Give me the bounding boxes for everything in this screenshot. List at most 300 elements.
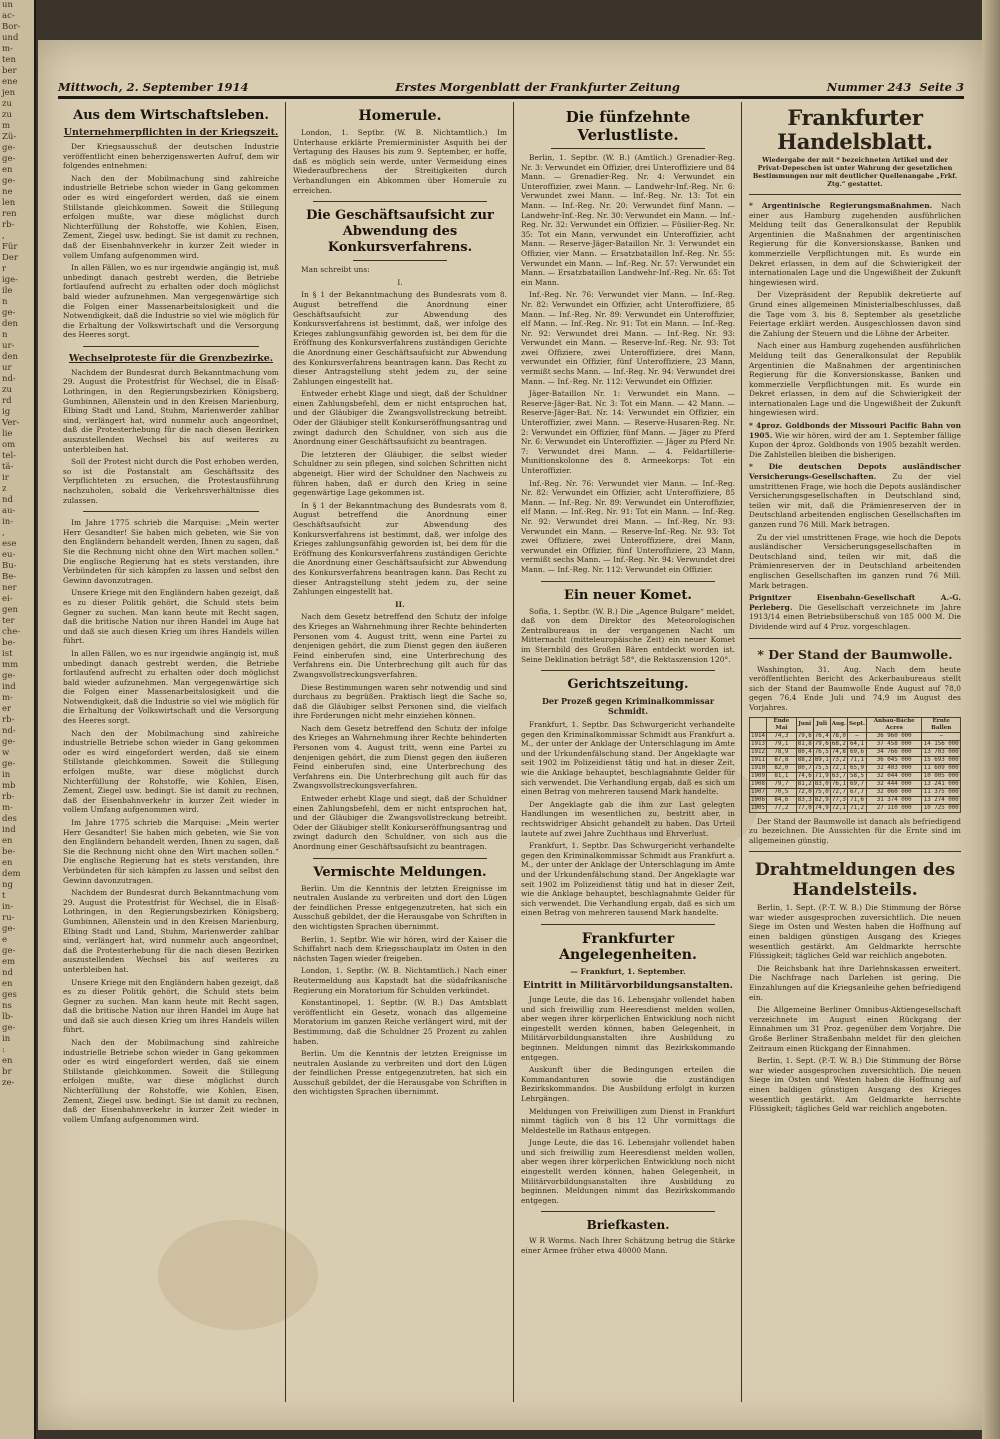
paragraph: W R Worms. Nach Ihrer Schätzung betrug die Stärke einer Armee früher etwa 40000 Mann.	[521, 1236, 735, 1256]
sliver-fragment: ge-	[2, 154, 16, 164]
table-header-cell: Sept.	[847, 717, 866, 732]
table-cell: 13 241 000	[923, 780, 959, 787]
paragraph: Die Reichsbank hat ihre Darlehnskassen erweitert. Die Nachfrage nach Darlehen ist gering. Die Einzahlungen auf die Kriegsanleihe gehen befriedigend ein.	[749, 963, 961, 1002]
table-row	[750, 764, 961, 772]
table-cell: 32 044 000	[867, 772, 922, 780]
sliver-fragment: m-	[2, 44, 13, 54]
paragraph: Inf.-Reg. Nr. 76: Verwundet vier Mann. — Inf.-Reg. Nr. 82: Verwundet ein Offizier, acht Unteroffiziere, 85 Mann. — Inf.-Reg. Nr. 89: Verwundet ein Unteroffizier, elf Mann. — Inf.-Reg. Nr. 91: Tot ein Mann. — Inf.-Reg. Nr. 92: Verwundet drei Mann. — Inf.-Reg. Nr. 93: Verwundet ein Mann. — Reserve-Inf.-Reg. Nr. 93: Tot zwei Offiziere, zwei Unteroffiziere, drei Mann, verwundet ein Offizier, fünf Unteroffiziere, 23 Mann, vermißt sechs Mann. — Inf.-Reg. Nr. 94: Verwundet drei Mann. — Inf.-Reg. Nr. 112: Verwundet ein Offizier.	[521, 478, 735, 574]
table-cell: 10 725 000	[923, 804, 959, 811]
table-cell: 79,6	[797, 732, 812, 739]
paragraph: Nachdem der Bundesrat durch Bekanntmachung vom 29. August die Protestfrist für Wechsel, die in Elsaß-Lothringen, in den Regierungsbezirken Königsberg, Gumbinnen, Allenstein und in den Kreisen Marienburg, Elbing Stadt und Land, Stuhm, Marienwerder zahlbar sind, verlängert hat, wird nunmehr auch angeordnet, daß die Protesterhebung für die nach diesen Bezirken auszustellenden Wechsel bis auf weiteres zu unterbleiben hat.	[63, 888, 279, 974]
paragraph: Washington, 31. Aug. Nach dem heute veröffentlichten Bericht des Ackerbaubureaus stellt sich der Stand der Baumwolle Ende August auf 78,0 gegen 76,4 Ende Juli und 74,9 im August des Vorjahres.	[749, 664, 961, 712]
table-cell: 69,7	[847, 780, 866, 788]
paragraph: Frankfurt, 1. Septbr. Das Schwurgericht verhandelte gegen den Kriminalkommissar Schmidt aus Frankfurt a. M., der unter der Anklage der Unterschlagung im Amte und der Urkundenfälschung stand. Der Angeklagte war seit 1902 im Polizeidienst tätig und hat in dieser Zeit, wie die Anklage behauptet, beschlagnahmte Gelder für sich verwendet. Die Verhandlung ergab, daß es sich um einen Betrag von mehreren tausend Mark handelte.	[521, 841, 735, 918]
table-cell: 82,0	[766, 764, 796, 772]
sliver-fragment: m-	[2, 803, 13, 813]
table-cell: 71,1	[847, 756, 866, 764]
table-cell: 58,5	[847, 772, 866, 780]
article-subtitle: Unternehmerpflichten in der Kriegszeit.	[63, 127, 279, 138]
table-cell: 11 609 000	[923, 764, 959, 771]
sliver-fragment: e	[2, 935, 8, 945]
sliver-fragment: ur	[2, 363, 12, 373]
table-cell: 77,3	[831, 796, 846, 803]
sliver-fragment: ge-	[2, 946, 16, 956]
sliver-fragment: mm	[2, 660, 19, 670]
sliver-fragment: au-	[2, 506, 16, 516]
table-cell: 81,8	[797, 740, 812, 747]
table-row	[750, 732, 961, 740]
sliver-fragment: en	[2, 979, 13, 989]
table-cell: 15 693 000	[923, 756, 959, 763]
sliver-fragment: ge-	[2, 143, 16, 153]
divider	[541, 924, 715, 925]
table-cell: 64,1	[847, 740, 866, 748]
table-cell: 1907	[751, 788, 765, 795]
sliver-fragment: ge-	[2, 176, 16, 186]
sliver-fragment: un	[2, 0, 13, 10]
column-rule	[513, 102, 514, 1402]
sliver-fragment: ne	[2, 187, 13, 197]
paragraph: Sofia, 1. Septbr. (W. B.) Die „Agence Bulgare“ meldet, daß von dem Direktor des Meteorologischen Zentralbureaus in der vergangenen Nacht um Mitternacht (mitteleuropäische Zeit) ein neuer Komet im Sternbild des Großen Bären entdeckt worden ist. Seine Deklination beträgt 58°, die Rektaszension 120°.	[521, 606, 735, 664]
divider	[541, 670, 715, 671]
sliver-fragment: in-	[2, 902, 14, 912]
table-cell: 65,9	[847, 764, 866, 772]
column-rule	[285, 102, 286, 1402]
table-cell: 1911	[751, 756, 765, 763]
table-cell: 74,8	[831, 748, 846, 755]
sliver-fragment: :	[2, 1045, 5, 1055]
sliver-fragment: w	[2, 748, 10, 758]
column-2	[288, 102, 512, 1402]
table-cell: 76,1	[831, 780, 846, 787]
sliver-fragment: in-	[2, 517, 14, 527]
table-header-cell	[750, 717, 767, 732]
article-subtitle: Wechselproteste für die Grenzbezirke.	[68, 352, 274, 364]
table-cell: 14 156 000	[923, 740, 959, 747]
paragraph: Auskunft über die Bedingungen erteilen die Kommandanturen sowie die zuständigen Bezirkskommandos. Die Ausbildung erfolgt in kurzen Lehrgängen.	[521, 1065, 735, 1103]
table-cell: 13 703 000	[923, 748, 959, 755]
paragraph: Nach den der Mobilmachung sind zahlreiche industrielle Betriebe schon wieder in Gang gekommen oder es wird eingefordert werden, daß sie einem Stillstande gleichkommen. Soweit die Stillegung erfolgen mußte, war diese möglichst durch Nichterfüllung der Rohstoffe, wie Kohlen, Eisen, Zement, Ziegel usw. bedingt. Sie ist damit zu rechnen, daß der Eisenbahnverkehr in kurzer Zeit wieder in vollem Umfang aufgenommen wird.	[63, 1038, 279, 1124]
section-title: Drahtmeldungen des Handelsteils.	[754, 860, 956, 901]
table-header-cell: Juli	[813, 717, 830, 732]
sliver-fragment: ru-	[2, 913, 15, 923]
table-header-cell: Anbau-fläche Acres	[867, 717, 922, 732]
paragraph	[749, 593, 961, 631]
paragraph: Frankfurt, 1. Septbr. Das Schwurgericht verhandelte gegen den Kriminalkommissar Schmidt aus Frankfurt a. M., der unter der Anklage der Unterschlagung im Amte und der Urkundenfälschung stand. Der Angeklagte war seit 1902 im Polizeidienst tätig und hat in dieser Zeit, wie die Anklage behauptet, beschlagnahmte Gelder für sich verwendet. Die Verhandlung ergab, daß es sich um einen Betrag von mehreren tausend Mark handelte.	[521, 720, 735, 797]
item-heading: Prignitzer Eisenbahn-Gesellschaft A.-G. Perleberg.	[749, 593, 961, 612]
item-heading: * Argentinische Regierungsmaßnahmen.	[749, 201, 933, 210]
table-cell: 32 060 000	[867, 788, 922, 796]
paragraph: In § 1 der Bekanntmachung des Bundesrats vom 8. August betreffend die Anordnung einer Geschäftsaufsicht zur Abwendung des Konkursverfahrens ist bestimmt, daß, wer infolge des Krieges zahlungsunfähig geworden ist, bei dem für die Eröffnung des Konkursverfahrens zuständigen Gerichte die Anordnung einer Geschäftsaufsicht zur Abwendung des Konkursverfahrens beantragen kann. Das Recht zu dieser Antragstellung steht jedem zu, der seine Zahlungen eingestellt hat.	[293, 500, 507, 597]
paragraph: Entweder erhebt Klage und siegt, daß der Schuldner einen Zahlungsbefehl, dem er nicht entsprochen hat, und der Gläubiger die Zwangsvollstreckung betreibt. Oder der Gläubiger stellt Konkurseröffnungsantrag und zwingt dadurch den Schuldner, von sich aus die Anordnung einer Geschäftsaufsicht zu beantragen.	[293, 389, 507, 447]
paragraph: Meldungen von Freiwilligen zum Dienst in Frankfurt nimmt täglich von 8 bis 12 Uhr vormittags die Meldestelle im Rathaus entgegen.	[521, 1106, 735, 1135]
table-cell: 27 110 000	[867, 804, 922, 812]
previous-page-edge	[0, 0, 36, 1439]
article-title: Ein neuer Komet.	[564, 587, 692, 603]
sliver-fragment: Zü-	[2, 132, 17, 142]
binding-edge	[982, 0, 1000, 1439]
item-heading: * Der Stand der Baumwolle.	[757, 646, 953, 662]
table-cell: 32 444 000	[867, 780, 922, 788]
sliver-fragment: ile	[2, 286, 13, 296]
paragraph: In § 1 der Bekanntmachung des Bundesrats vom 8. August betreffend die Anordnung einer Geschäftsaufsicht zur Abwendung des Konkursverfahrens ist bestimmt, daß, wer infolge des Krieges zahlungsunfähig geworden ist, bei dem für die Eröffnung des Konkursverfahrens zuständigen Gerichte die Anordnung einer Geschäftsaufsicht zur Abwendung des Konkursverfahrens beantragen kann. Das Recht zu dieser Antragstellung steht jedem zu, der seine Zahlungen eingestellt hat.	[293, 290, 507, 386]
article-subtitle: Eintritt in Militärvorbildungsanstalten.	[523, 979, 733, 991]
sliver-fragment: zu	[2, 110, 12, 120]
table-row	[750, 780, 961, 788]
table-header-cell: Ernte Ballen	[922, 717, 961, 732]
masthead-number-page	[827, 80, 964, 94]
paragraph: Nach dem Gesetz betreffend den Schutz der infolge des Krieges an Wahrnehmung ihrer Rechte behinderten Personen vom 4. August tritt, wenn eine Partei zu denjenigen gehört, die zum Dienst gegen den äußeren Feind einberufen sind, eine Unterbrechung des Verfahrens ein. Die Unterbrechung gilt auch für das Zwangsvollstreckungsverfahren.	[293, 612, 507, 679]
divider	[749, 638, 961, 639]
item-heading: * Die deutschen Depots ausländischer Versicherungs-Gesellschaften.	[749, 462, 961, 482]
table-cell: 77,0	[797, 804, 812, 811]
paragraph: Zu der viel umstrittenen Frage, wie hoch die Depots ausländischer Versicherungsgesellschaften in Deutschland sind, teilen wir mit, daß die Prämienreserven der in Deutschland arbeitenden englischen Gesellschaften im ganzen rund 76 Mill. Mark betragen.	[749, 532, 961, 590]
paragraph: Der Kriegsausschuß der deutschen Industrie veröffentlicht einen beherzigenswerten Aufruf, dem wir folgendes entnehmen:	[63, 142, 279, 171]
sliver-fragment: in	[2, 770, 11, 780]
table-header-cell: Juni	[796, 717, 813, 732]
divider	[541, 1211, 715, 1212]
divider	[353, 260, 447, 261]
table-cell: 77,2	[766, 804, 796, 812]
paragraph: Im Jahre 1775 schrieb die Marquise: „Mein werter Herr Gesandter! Sie haben mich gebeten, wie Sie von den Engländern behandelt werden, Ihnen zu sagen, daß Sie die Rechnung nicht ohne den Wirt machen sollen.“ Die englische Regierung hat es stets verstanden, ihre Verbündeten für sich kämpfen zu lassen und selbst den Gewinn davonzutragen.	[63, 518, 279, 585]
table-cell: 76,5	[814, 748, 829, 755]
sliver-fragment: nd	[2, 968, 13, 978]
article-title: Vermischte Meldungen.	[313, 864, 487, 880]
table-cell: 75,5	[814, 764, 829, 771]
sliver-fragment: ren	[2, 209, 17, 219]
sliver-fragment: rb-	[2, 220, 15, 230]
table-cell: 31 374 000	[867, 796, 922, 804]
table-cell: 72,1	[831, 804, 846, 811]
item-text: Nach einer aus Hamburg zugehenden ausführlichen Meldung teilt das Generalkonsulat der Republik Argentinien die Maßnahmen der argentinischen Regierung für die Konversionskasse, Banken und kommerzielle Verpflichtungen mit. Es wurde ein Dekret erlassen, in dem auf die Schwierigkeit der internationalen Lage und die Ungewißheit der Zukunft hingewiesen wird.	[749, 201, 961, 287]
sliver-fragment: mb	[2, 781, 16, 791]
sliver-fragment: en	[2, 165, 13, 175]
divider	[313, 201, 487, 202]
divider	[83, 346, 259, 347]
paragraph: Nachdem der Bundesrat durch Bekanntmachung vom 29. August die Protestfrist für Wechsel, die in Elsaß-Lothringen, in den Regierungsbezirken Königsberg, Gumbinnen, Allenstein und in den Kreisen Marienburg, Elbing Stadt und Land, Stuhm, Marienwerder zahlbar sind, verlängert hat, wird nunmehr auch angeordnet, daß die Protesterhebung für die nach diesen Bezirken auszustellenden Wechsel bis auf weiteres zu unterbleiben hat.	[63, 367, 279, 454]
table-header-row	[750, 717, 961, 732]
sliver-fragment: zu	[2, 385, 12, 395]
section-number: II.	[395, 599, 405, 609]
byline: Man schreibt uns:	[301, 265, 370, 275]
paragraph: Jäger-Bataillon Nr. 1: Verwundet ein Mann. — Reserve-Jäger-Bat. Nr. 3: Tot ein Mann. — 42 Mann. — Reserve-Jäger-Bat. Nr. 14: Verwundet ein Offizier, ein Unteroffizier, zwei Mann. — Reserve-Husaren-Reg. Nr. 2: Verwundet ein Offizier, fünf Mann. — Jäger zu Pferd Nr. 6: Verwundet ein Unteroffizier. — Jäger zu Pferd Nr. 7: Verwundet drei Mann. — 4. Feldartillerie-Munitionskolonne des 8. Armeekorps: Tot ein Unteroffizier.	[521, 389, 735, 475]
table-cell: 79,7	[766, 780, 796, 788]
divider	[313, 858, 487, 859]
table-cell: 63,7	[831, 772, 846, 779]
article-title: Gerichtszeitung.	[567, 677, 689, 693]
table-row	[750, 740, 961, 748]
table-cell: 70,5	[766, 788, 796, 796]
divider	[541, 581, 715, 582]
paragraph: Berlin, 1. Sept. (P.-T. W. B.) Die Stimmung der Börse war wieder ausgesprochen zuversichtlich. Die neuen Siege im Osten und Westen haben die Hoffnung auf einen baldigen günstigen Ausgang des Krieges wesentlich gestärkt. Am Geldmarkte herrschte Flüssigkeit; tägliches Geld war reichlich angeboten.	[749, 1056, 961, 1114]
sliver-fragment: ge-	[2, 759, 16, 769]
table-cell: 80,4	[797, 748, 812, 755]
table-cell: 78,0	[831, 732, 846, 739]
paragraph: Im Jahre 1775 schrieb die Marquise: „Mein werter Herr Gesandter! Sie haben mich gebeten, wie Sie von den Engländern behandelt werden, Ihnen zu sagen, daß Sie die Rechnung nicht ohne den Wirt machen sollen.“ Die englische Regierung hat es stets verstanden, ihre Verbündeten für sich kämpfen zu lassen und selbst den Gewinn davonzutragen.	[63, 818, 279, 885]
sliver-fragment: z	[2, 484, 7, 494]
sliver-fragment: eu-	[2, 550, 16, 560]
sliver-fragment: rd	[2, 396, 12, 406]
table-cell: 83,0	[814, 780, 829, 787]
table-row	[750, 788, 961, 796]
divider	[749, 851, 961, 852]
paragraph	[749, 201, 961, 287]
sliver-fragment: n	[2, 330, 8, 340]
paragraph: Berlin, 1. Septbr. Wie wir hören, wird der Kaiser die Schiffahrt nach dem Kriegsschauplatz im Osten in den nächsten Tagen wieder freigeben.	[293, 934, 507, 963]
column-3	[516, 102, 740, 1402]
paragraph: Konstantinopel, 1. Septbr. (W. B.) Das Amtsblatt veröffentlicht ein Gesetz, wonach das allgemeine Moratorium im ganzen Reiche verlängert wird, mit der Bestimmung, daß die Schuldner 25 Prozent zu zahlen haben.	[293, 998, 507, 1046]
article-subtitle: Der Prozeß gegen Kriminalkommissar Schmidt.	[541, 696, 715, 717]
sliver-fragment: ges	[2, 990, 17, 1000]
sliver-fragment: zu	[2, 99, 12, 109]
table-cell: 1912	[751, 748, 765, 755]
sliver-fragment: t	[2, 891, 6, 901]
article-title: Frankfurter Angelegenheiten.	[559, 930, 697, 963]
sliver-fragment: r	[2, 264, 7, 274]
table-header-cell: Ende Mai	[766, 717, 796, 732]
table-cell: 34 766 000	[867, 748, 922, 756]
article-title: Aus dem Wirtschaftsleben.	[73, 108, 269, 123]
table-row	[750, 772, 961, 780]
table-cell: 78,9	[766, 748, 796, 756]
sliver-fragment: be-	[2, 847, 16, 857]
table-cell: 10 005 000	[923, 772, 959, 779]
sliver-fragment: ner	[2, 583, 17, 593]
table-cell: 67,7	[847, 788, 866, 796]
sliver-fragment: en	[2, 858, 13, 868]
sliver-fragment: n	[2, 297, 8, 307]
paragraph: Berlin, 1. Septbr. (W. B.) (Amtlich.) Grenadier-Reg. Nr. 3: Verwundet ein Offizier, drei Unteroffiziere und 84 Mann. — Grenadier-Reg. Nr. 4: Verwundet ein Unteroffizier, zwei Mann. — Landwehr-Inf.-Reg. Nr. 6: Verwundet zwei Mann. — Inf.-Reg. Nr. 13: Tot ein Mann. — Inf.-Reg. Nr. 20: Verwundet fünf Mann. — Landwehr-Inf.-Reg. Nr. 30: Verwundet ein Mann. — Inf.-Reg. Nr. 32: Verwundet ein Offizier. — Füsilier-Reg. Nr. 35: Tot ein Mann, verwundet ein Unteroffizier, acht Mann. — Reserve-Jäger-Bataillon Nr. 3: Verwundet ein Offizier, vier Mann. — Ersatzbataillon Inf.-Reg. Nr. 55: Verwundet ein Mann. — Inf.-Reg. Nr. 57: Verwundet ein Mann. — Ersatzbataillon Landwehr-Inf.-Reg. Nr. 65: Tot ein Mann.	[521, 153, 735, 287]
column-1	[58, 102, 284, 1402]
table-cell: —	[922, 732, 961, 740]
paragraph: Inf.-Reg. Nr. 76: Verwundet vier Mann. — Inf.-Reg. Nr. 82: Verwundet ein Offizier, acht Unteroffiziere, 85 Mann. — Inf.-Reg. Nr. 89: Verwundet ein Unteroffizier, elf Mann. — Inf.-Reg. Nr. 91: Tot ein Mann. — Inf.-Reg. Nr. 92: Verwundet drei Mann. — Inf.-Reg. Nr. 93: Verwundet ein Mann. — Reserve-Inf.-Reg. Nr. 93: Tot zwei Offiziere, zwei Unteroffiziere, drei Mann, verwundet ein Offizier, fünf Unteroffiziere, 23 Mann, vermißt sechs Mann. — Inf.-Reg. Nr. 94: Verwundet drei Mann. — Inf.-Reg. Nr. 112: Verwundet ein Offizier.	[521, 290, 735, 386]
table-cell: 74,9	[814, 804, 829, 811]
section-title: Frankfurter Handelsblatt.	[777, 105, 933, 154]
table-cell: 1909	[751, 772, 765, 779]
paragraph: Der Stand der Baumwolle ist danach als befriedigend zu bezeichnen. Die Aussichten für die Ernte sind im allgemeinen günstig.	[749, 816, 961, 845]
table-cell: 81,2	[797, 780, 812, 787]
section-number: I.	[397, 277, 403, 287]
table-cell: 76,4	[814, 732, 829, 739]
divider	[83, 511, 259, 512]
masthead-page: Seite 3	[919, 80, 964, 94]
sliver-fragment: ,	[2, 528, 5, 538]
table-cell: 36 960 000	[867, 732, 922, 740]
sliver-fragment: in	[2, 1034, 11, 1044]
newspaper-page	[38, 40, 982, 1430]
paragraph: Nach dem Gesetz betreffend den Schutz der infolge des Krieges an Wahrnehmung ihrer Rechte behinderten Personen vom 4. August tritt, wenn eine Partei zu denjenigen gehört, die zum Dienst gegen den äußeren Feind einberufen sind, eine Unterbrechung des Verfahrens ein. Die Unterbrechung gilt auch für das Zwangsvollstreckungsverfahren.	[293, 723, 507, 791]
sliver-fragment: ur-	[2, 341, 15, 351]
sliver-fragment: ng	[2, 880, 13, 890]
paragraph: Unsere Kriege mit den Engländern haben gezeigt, daß es zu dieser Politik gehört, die Schuld stets beim Gegner zu suchen. Man kann heute mit Recht sagen, daß die britische Nation nur ihren Handel im Auge hat und daß sie auch diesen Krieg um ihres Handels willen führt.	[63, 588, 279, 646]
sliver-fragment: jen	[2, 88, 16, 98]
sliver-fragment: er	[2, 704, 12, 714]
sliver-fragment: Ver-	[2, 418, 20, 428]
reprint-notice: Wiedergabe der mit * bezeichneten Artikel und der Privat-Depeschen ist unter Wahrung der gesetzlichen Bestimmungen nur mit deutlicher Quellenangabe „Frkf. Ztg.“ gestattet.	[752, 156, 958, 188]
sliver-fragment: m-	[2, 693, 13, 703]
sliver-fragment: Für	[2, 242, 18, 252]
sliver-fragment: br	[2, 1067, 12, 1077]
table-header-cell: Aug.	[830, 717, 847, 732]
table-cell: 71,2	[847, 804, 866, 812]
paragraph: Der Angeklagte gab die ihm zur Last gelegten Handlungen im wesentlichen zu, bestritt aber, in rechtswidriger Absicht gehandelt zu haben. Das Urteil lautete auf zwei Jahre Zuchthaus und Ehrverlust.	[521, 799, 735, 838]
masthead-rule	[58, 96, 964, 99]
masthead-number: Nummer 243	[826, 80, 912, 94]
sliver-fragment: Bu-	[2, 561, 17, 571]
table-cell: 79,6	[814, 740, 829, 747]
column-rule	[741, 102, 742, 1402]
table-cell: 80,7	[797, 764, 812, 771]
table-cell: 1910	[751, 764, 765, 771]
table-cell: 81,1	[766, 772, 796, 780]
sliver-fragment: em	[2, 957, 16, 967]
item-text: Zu der viel umstrittenen Frage, wie hoch die Depots ausländischer Versicherungsgesellschaften in Deutschland sind, teilen wir mit, daß die Prämienreserven der in Deutschland arbeitenden englischen Gesellschaften im ganzen rund 76 Mill. Mark betragen.	[749, 472, 962, 529]
table-cell: 11 375 000	[923, 788, 959, 795]
sliver-fragment: ze-	[2, 1078, 15, 1088]
sliver-fragment: ge-	[2, 737, 16, 747]
table-cell: 89,1	[814, 756, 829, 763]
table-cell: 69,6	[847, 748, 866, 756]
paragraph: Berlin. Um die Kenntnis der letzten Ereignisse im neutralen Auslande zu verbreiten und dort den Lügen der feindlichen Presse entgegenzutreten, hat sich ein Ausschuß gebildet, der die Herausgabe von Schriften in den wichtigsten Sprachen übernimmt.	[293, 1049, 507, 1097]
masthead-edition: Erstes Morgenblatt der Frankfurter Zeitung	[395, 80, 680, 94]
paragraph: Junge Leute, die das 16. Lebensjahr vollendet haben und sich freiwillig zum Heeresdienst melden wollen, aber wegen ihrer körperlichen Entwicklung noch nicht eingestellt werden können, haben Gelegenheit, in Militärvorbildungsanstalten ihre Ausbildung zu beginnen. Meldungen nimmt das Bezirkskommando entgegen.	[521, 994, 735, 1062]
sliver-fragment: ind	[2, 825, 16, 835]
sliver-fragment: ind	[2, 682, 16, 692]
table-cell: 1913	[751, 740, 765, 747]
paragraph: Nach einer aus Hamburg zugehenden ausführlichen Meldung teilt das Generalkonsulat der Republik Argentinien die Maßnahmen der argentinischen Regierung für die Konversionskasse, Banken und kommerzielle Verpflichtungen mit. Es wurde ein Dekret erlassen, in dem auf die Schwierigkeit der internationalen Lage und die Ungewißheit der Zukunft hingewiesen wird.	[749, 341, 961, 418]
item-text: Die Gesellschaft verzeichnete im Jahre 1913/14 einen Betriebsüberschuß von 185 000 M. Die Dividende wird auf 4 Proz. vorgeschlagen.	[749, 602, 961, 631]
sliver-fragment: ige-	[2, 275, 19, 285]
sliver-fragment: ,	[2, 231, 5, 241]
sliver-fragment: rb-	[2, 715, 15, 725]
table-row	[750, 756, 961, 764]
sliver-fragment: Der	[2, 253, 18, 263]
sliver-fragment: om	[2, 440, 16, 450]
table-cell: 1905	[751, 804, 765, 811]
divider	[551, 148, 705, 149]
sliver-fragment: nd-	[2, 726, 16, 736]
sliver-fragment: dem	[2, 869, 21, 879]
article-title: Die Geschäftsaufsicht zur Abwendung des Konkursverfahrens.	[306, 208, 494, 256]
sliver-fragment: ese	[2, 539, 17, 549]
table-cell: 32 403 000	[867, 764, 922, 772]
sliver-fragment: ig	[2, 407, 11, 417]
cotton-table	[749, 717, 961, 813]
dateline: — Frankfurt, 1. September.	[570, 966, 686, 976]
table-cell: 79,1	[766, 740, 796, 748]
paragraph: Unsere Kriege mit den Engländern haben gezeigt, daß es zu dieser Politik gehört, die Schuld stets beim Gegner zu suchen. Man kann heute mit Recht sagen, daß die britische Nation nur ihren Handel im Auge hat und daß sie auch diesen Krieg um ihres Handels willen führt.	[63, 977, 279, 1035]
column-4	[744, 102, 966, 1402]
sliver-fragment: den	[2, 319, 18, 329]
table-cell: 88,2	[797, 756, 812, 763]
item-heading: * 4proz. Goldbonds der Missouri Pacific Bahn von 1905.	[749, 421, 961, 440]
table-cell: 87,8	[766, 756, 796, 764]
table-cell: 1906	[751, 796, 765, 803]
table-cell: 74,3	[766, 732, 796, 740]
table-row	[750, 748, 961, 756]
sliver-fragment: ene	[2, 77, 18, 87]
sliver-fragment: ns	[2, 1001, 12, 1011]
sliver-fragment: lie	[2, 429, 13, 439]
sliver-fragment: en	[2, 1056, 13, 1066]
paragraph: London, 1. Septbr. (W. B. Nichtamtlich.) Im Unterhause erklärte Premierminister Asquith bei der Vertagung des Hauses bis zum 9. September, er hoffe, daß es möglich sein werde, unter Vermeidung eines Wiederaufbrechens der Streitigkeiten durch Verhandlungen ein Abkommen über Homerule zu erreichen.	[293, 128, 507, 195]
item-text: Wie wir hören, wird der am 1. September fällige Kupon der 4proz. Goldbonds von 1905 bezahlt werden. Die Zahlstellen bleiben die bisherigen.	[749, 430, 961, 459]
sliver-fragment: tel-	[2, 451, 17, 461]
sliver-fragment: ir	[2, 473, 9, 483]
sliver-fragment: m	[2, 121, 11, 131]
sliver-fragment: ge-	[2, 308, 16, 318]
paragraph: Die letzteren der Gläubiger, die selbst wieder Schuldner zu sein pflegen, sind solchen Schritten nicht abgeneigt. Hier wird der Schuldner den Nachweis zu führen haben, daß er durch den Krieg in seine gegenwärtige Lage gekommen ist.	[293, 449, 507, 498]
sliver-fragment: nd-	[2, 374, 16, 384]
divider	[749, 194, 961, 195]
sliver-fragment: und	[2, 33, 19, 43]
sliver-fragment: gen	[2, 605, 18, 615]
paragraph: In allen Fällen, wo es nur irgendwie angängig ist, muß unbedingt danach gestrebt werden, die Betriebe fortlaufend aufrecht zu erhalten oder doch möglichst bald wieder aufzunehmen. Man vergegenwärtige sich die Folgen einer Massenarbeitslosigkeit und die Notwendigkeit, daß die Industrie so viel wie möglich für die Erhaltung der Volkswirtschaft und die Versorgung des Heeres sorgt.	[63, 263, 279, 340]
table-row	[750, 796, 961, 804]
table-cell: 72,1	[831, 764, 846, 771]
table-cell: 71,6	[847, 796, 866, 804]
sliver-fragment: ge-	[2, 1023, 16, 1033]
table-cell: 73,2	[831, 756, 846, 763]
sliver-fragment: des	[2, 814, 17, 824]
paragraph: Berlin. Um die Kenntnis der letzten Ereignisse im neutralen Auslande zu verbreiten und dort den Lügen der feindlichen Presse entgegenzutreten, hat sich ein Ausschuß gebildet, der die Herausgabe von Schriften in den wichtigsten Sprachen übernimmt.	[293, 883, 507, 931]
article-title: Die fünfzehnte Verlustliste.	[565, 108, 691, 144]
paragraph	[749, 462, 961, 529]
paragraph: In allen Fällen, wo es nur irgendwie angängig ist, muß unbedingt danach gestrebt werden, die Betriebe fortlaufend aufrecht zu erhalten oder doch möglichst bald wieder aufzunehmen. Man vergegenwärtige sich die Folgen einer Massenarbeitslosigkeit und die Notwendigkeit, daß die Industrie so viel wie möglich für die Erhaltung der Volkswirtschaft und die Versorgung des Heeres sorgt.	[63, 648, 279, 726]
sliver-fragment: ge-	[2, 671, 16, 681]
table-cell: 71,9	[814, 772, 829, 779]
masthead	[58, 74, 964, 94]
sliver-fragment: nd	[2, 495, 13, 505]
sliver-fragment: ist	[2, 649, 13, 659]
sliver-fragment: be-	[2, 638, 16, 648]
article-title: Homerule.	[358, 108, 442, 124]
table-cell: 84,6	[766, 796, 796, 804]
table-cell: 72,7	[831, 788, 846, 795]
sliver-fragment: lb-	[2, 1012, 14, 1022]
table-cell: 1908	[751, 780, 765, 787]
sliver-fragment: len	[2, 198, 16, 208]
paragraph: Soll der Protest nicht durch die Post erhoben werden, so ist die Postanstalt am Geschäftssitz des Verpflichteten zu ersuchen, die Protestausführung nachzuholen, sobald die Verkehrsverhältnisse dies zulassen.	[63, 457, 279, 505]
article-title: Briefkasten.	[586, 1218, 670, 1233]
paragraph	[749, 421, 961, 459]
paragraph: Diese Bestimmungen waren sehr notwendig und sind durchaus zu begrüßen. Praktisch liegt die Sache so, daß die Gläubiger selbst Personen sind, die vielfach ihre Forderungen nicht mehr einziehen können.	[293, 682, 507, 721]
sliver-fragment: en	[2, 836, 13, 846]
table-cell: 13 274 000	[923, 796, 959, 803]
paragraph: Nach den der Mobilmachung sind zahlreiche industrielle Betriebe schon wieder in Gang gekommen oder es wird eingefordert werden, daß sie einem Stillstande gleichkommen. Soweit die Stillegung erfolgen mußte, war diese möglichst durch Nichterfüllung der Rohstoffe, wie Kohlen, Eisen, Zement, Ziegel usw. bedingt. Sie ist damit zu rechnen, daß der Eisenbahnverkehr in kurzer Zeit wieder in vollem Umfang aufgenommen wird.	[63, 728, 279, 815]
paragraph: Berlin, 1. Sept. (P.-T. W. B.) Die Stimmung der Börse war wieder ausgesprochen zuversichtlich. Die neuen Siege im Osten und Westen haben die Hoffnung auf einen baldigen günstigen Ausgang des Krieges wesentlich gestärkt. Am Geldmarkte herrschte Flüssigkeit; tägliches Geld war reichlich angeboten.	[749, 903, 961, 961]
table-cell: 72,0	[797, 788, 812, 795]
paragraph: Nach den der Mobilmachung sind zahlreiche industrielle Betriebe schon wieder in Gang gekommen oder es wird eingefordert werden, daß sie einem Stillstande gleichkommen. Soweit die Stillegung erfolgen mußte, war diese möglichst durch Nichterfüllung der Rohstoffe, wie Kohlen, Eisen, Zement, Ziegel usw. bedingt. Sie ist damit zu rechnen, daß der Eisenbahnverkehr in kurzer Zeit wieder in vollem Umfang aufgenommen wird.	[63, 173, 279, 260]
table-cell: 68,2	[831, 740, 846, 747]
paragraph: London, 1. Septbr. (W. B. Nichtamtlich.) Nach einer Reutermeldung aus Kapstadt hat die südafrikanische Regierung ein Moratorium für Schulden verkündet.	[293, 966, 507, 995]
table-cell: 82,9	[814, 796, 829, 803]
sliver-fragment: Be-	[2, 572, 17, 582]
table-row	[750, 804, 961, 812]
table-cell: 74,6	[797, 772, 812, 779]
table-cell: 36 045 000	[867, 756, 922, 764]
sliver-fragment: ge-	[2, 924, 16, 934]
sliver-fragment: rb-	[2, 792, 15, 802]
table-cell: 37 458 000	[867, 740, 922, 748]
table-cell: 1914	[751, 732, 765, 739]
sliver-fragment: che-	[2, 627, 21, 637]
paragraph: Entweder erhebt Klage und siegt, daß der Schuldner einen Zahlungsbefehl, dem er nicht entsprochen hat, und der Gläubiger die Zwangsvollstreckung betreibt. Oder der Gläubiger stellt Konkurseröffnungsantrag und zwingt dadurch den Schuldner, von sich aus die Anordnung einer Geschäftsaufsicht zu beantragen.	[293, 794, 507, 851]
table-cell: —	[847, 732, 866, 740]
paragraph: Die Allgemeine Berliner Omnibus-Aktiengesellschaft verzeichnete im August einen Rückgang der Einnahmen um 31 Proz. gegenüber dem Vorjahre. Die Große Berliner Straßenbahn meldet für den gleichen Zeitraum einen Rückgang der Einnahmen.	[749, 1005, 961, 1053]
sliver-fragment: ber	[2, 66, 17, 76]
sliver-fragment: den	[2, 352, 18, 362]
